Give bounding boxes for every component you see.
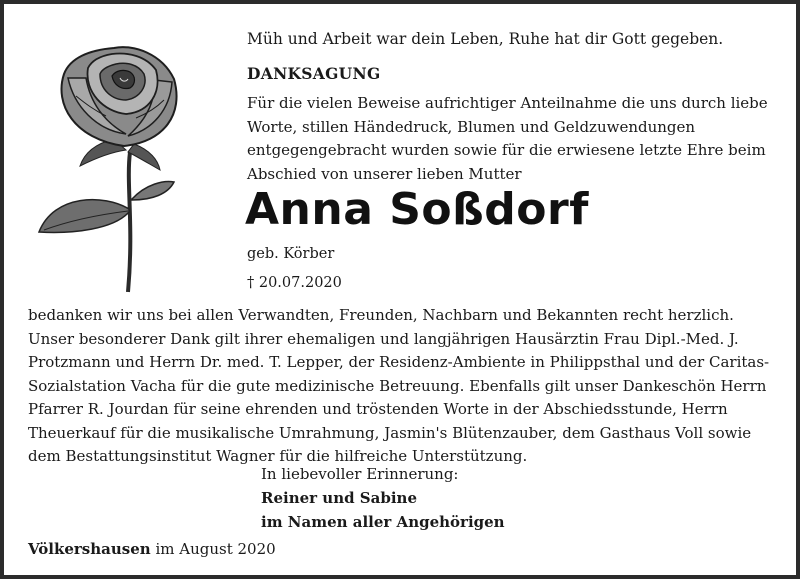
thanks-paragraph: Unser besonderer Dank gilt ihrer ehemaligen und langjährigen Hausärztin Frau Dipl.-Med. J. Protzmann und Herrn Dr. med. T. Lepper, der Residenz-Ambiente in Philippsthal und der Caritas-Sozialstation Vacha für die gute medizinische Betreuung. Ebenfalls gilt unser Dankeschön Herrn Pfarrer R. Jourdan für seine ehrenden und tröstenden Worte in der Abschiedsstunde, Herrn Theuerkauf für die musikalische Umrahmung, Jasmin's Blütenzauber, dem Gasthaus Voll sowie dem Bestattungsinstitut Wagner für die hilfreiche Unterstützung. (28, 329, 770, 465)
deceased-name: Anna Soßdorf (245, 184, 589, 235)
closing-intro: In liebevoller Erinnerung: (261, 465, 459, 483)
place-town: Völkershausen (28, 540, 151, 558)
closing-names: Reiner und Sabine (261, 489, 417, 507)
maiden-name: geb. Körber (247, 246, 335, 262)
motto-verse: Müh und Arbeit war dein Leben, Ruhe hat dir Gott gegeben. (247, 30, 724, 48)
heading-danksagung: DANKSAGUNG (247, 64, 381, 83)
closing-family: im Namen aller Angehörigen (261, 513, 505, 531)
intro-paragraph: Für die vielen Beweise aufrichtiger Anteilnahme die uns durch liebe Worte, stillen Händedruck, Blumen und Geldzuwendungen entgegengebracht wurden sowie für die erwiesene letzte Ehre beim Abschied von unserer lieben Mutter (247, 94, 768, 183)
rose-illustration (34, 34, 209, 294)
death-date: † 20.07.2020 (247, 275, 342, 291)
place-date-text: im August 2020 (155, 540, 276, 558)
thanks-line: bedanken wir uns bei allen Verwandten, Freunden, Nachbarn und Bekannten recht herzlich. (28, 306, 734, 324)
closing-block (261, 462, 505, 534)
place-date (28, 540, 276, 558)
thanks-body (28, 304, 788, 469)
